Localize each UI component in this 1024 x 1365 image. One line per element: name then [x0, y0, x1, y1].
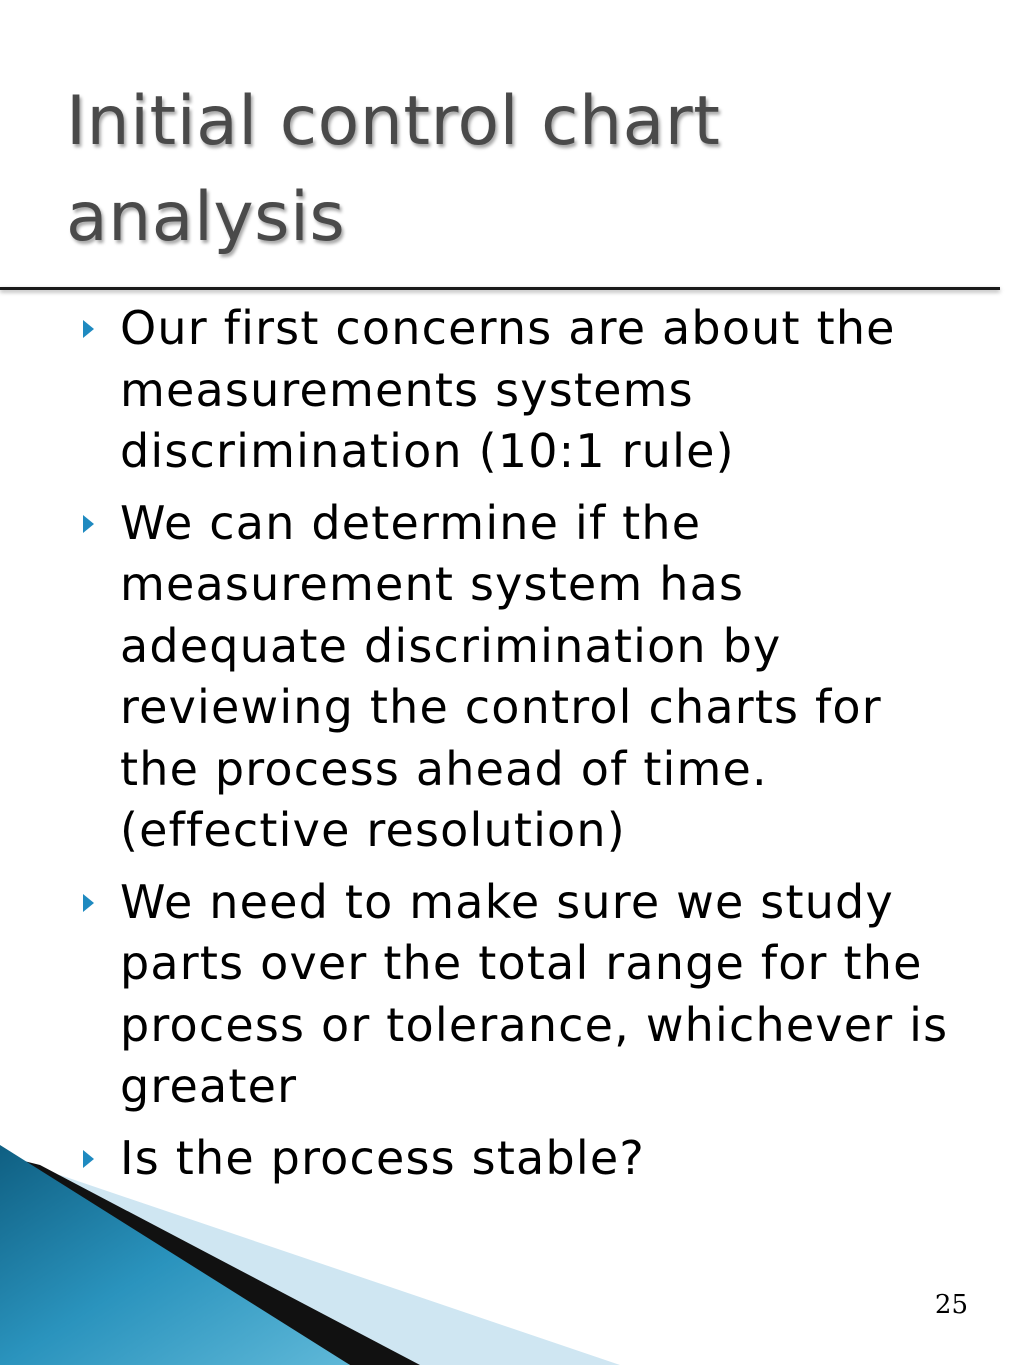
bullet-text: We can determine if the measurement system has adequate discrimination by reviewing the control charts for the process ahead of time. (effective resolution) — [120, 495, 882, 857]
bullet-arrow-icon — [83, 894, 94, 912]
bullet-text: Our first concerns are about the measurements systems discrimination (10:1 rule) — [120, 301, 896, 478]
bullet-list — [80, 298, 960, 1199]
corner-decoration — [0, 1145, 620, 1365]
bullet-arrow-icon — [83, 515, 94, 533]
teal-triangle — [0, 1145, 350, 1365]
title-divider — [0, 287, 1000, 290]
page-number: 25 — [934, 1290, 968, 1320]
slide-title: Initial control chart analysis — [66, 82, 721, 257]
bullet-item — [80, 493, 960, 862]
bullet-text: We need to make sure we study parts over the total range for the process or tolerance, whichever is greater — [120, 874, 949, 1113]
bullet-arrow-icon — [83, 320, 94, 338]
bullet-item — [80, 298, 960, 483]
bullet-text: Is the process stable? — [120, 1130, 645, 1185]
bullet-item — [80, 872, 960, 1118]
